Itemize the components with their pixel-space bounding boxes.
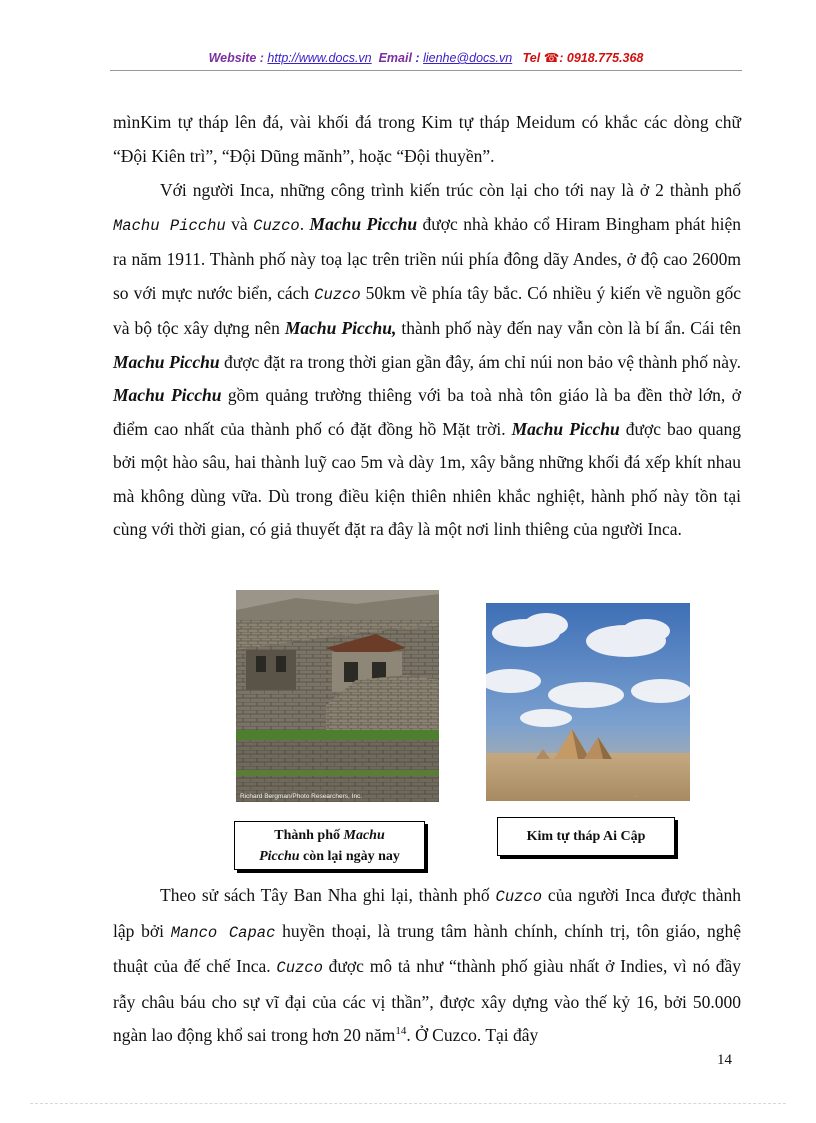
text-run: được mô tả như “thành phố giàu nhất ở Indies, vì nó đầy rẫy châu báu cho sự vĩ đại của các vị thần”, được xây dựng vào thế kỷ 16, bởi 50.000 ngàn lao động khổ sai trong hơn 20 năm <box>113 956 741 1045</box>
phone-label: Tel ☎: 0918.775.368 <box>522 51 644 65</box>
website-label: Website : <box>208 51 268 65</box>
place-name: Cuzco <box>253 216 300 235</box>
page-header <box>110 50 742 65</box>
page-bottom-border <box>30 1103 786 1104</box>
paragraph-2 <box>113 174 741 547</box>
text-run: 50km về phía tây bắc. Có nhiều ý kiến về nguồn gốc và bộ tộc xây dựng nên <box>113 282 741 338</box>
paragraph-1 <box>113 106 741 173</box>
caption-text: Thành phố <box>274 828 344 843</box>
emphasis: Machu Picchu <box>113 351 220 372</box>
emphasis: Machu Picchu <box>309 213 418 234</box>
email-label: Email <box>378 51 412 65</box>
header-divider <box>110 70 742 71</box>
caption-pyramids <box>497 817 675 856</box>
place-name: Machu Picchu <box>113 216 226 235</box>
paragraph-3 <box>113 879 741 1053</box>
page-number: 14 <box>717 1052 732 1068</box>
text-run: gồm quảng trường thiêng với ba toà nhà tôn giáo là ba đền thờ lớn, ở điểm cao nhất của thành phố có đặt đồng hồ Mặt trời. <box>113 385 741 439</box>
person-name: Manco Capac <box>170 923 276 942</box>
caption-place: Machu <box>343 828 385 843</box>
svg-text:.: . <box>636 793 638 799</box>
machu-picchu-photo <box>236 590 439 802</box>
emphasis: Machu Picchu <box>511 418 620 439</box>
place-name: Cuzco <box>276 959 323 977</box>
email-link[interactable]: lienhe@docs.vn <box>423 51 513 65</box>
text-run: được bao quang bởi một hào sâu, hai thành luỹ cao 5m và dày 1m, xây bằng những khối đá xếp khít nhau mà không dùng vữa. Dù trong điều kiện thiên nhiên khắc nghiệt, hành phố này tồn tại cùng với thời gian, có giả thuyết đặt ra đây là một nơi linh thiêng của người Inca. <box>113 418 741 539</box>
emphasis: Machu Picchu <box>113 385 222 405</box>
text-run: Với người Inca, những công trình kiến trúc còn lại cho tới nay là ở 2 thành phố <box>160 180 741 200</box>
text-run: được đặt ra trong thời gian gần đây, ám chỉ núi non bảo vệ thành phố này. <box>219 351 741 372</box>
website-link[interactable]: http://www.docs.vn <box>267 51 372 65</box>
text-run: Theo sử sách Tây Ban Nha ghi lại, thành phố <box>160 885 496 905</box>
text-run: . Ở Cuzco. Tại đây <box>406 1025 539 1045</box>
caption-text: còn lại ngày nay <box>299 849 400 864</box>
text-run: . <box>299 213 310 234</box>
pyramids-photo <box>486 603 690 801</box>
photo-credit: Richard Bergman/Photo Researchers, Inc. <box>240 793 363 800</box>
text-run: và <box>225 213 254 234</box>
text-run: được nhà khảo cổ Hiram Bingham phát hiện ra năm 1911. Thành phố này toạ lạc trên triền núi phía đông dãy Andes, ở độ cao 2600m so với mực nước biển, cách <box>113 213 741 303</box>
text-run: của người Inca được thành lập bởi <box>113 885 741 941</box>
text-run: huyền thoại, là trung tâm hành chính, chính trị, tôn giáo, nghệ thuật của đế chế Inca. <box>113 920 741 976</box>
email-separator: : <box>411 51 424 65</box>
place-name: Cuzco <box>495 888 543 906</box>
paragraph-1-text: mìnKim tự tháp lên đá, vài khối đá trong Kim tự tháp Meidum có khắc các dòng chữ “Đội Kiên trì”, “Đội Dũng mãnh”, hoặc “Đội thuyền”. <box>113 112 741 166</box>
emphasis: Machu Picchu, <box>284 318 397 338</box>
text-run: thành phố này đến nay vẫn còn là bí ẩn. Cái tên <box>396 318 741 338</box>
caption-place: Picchu <box>259 849 300 864</box>
footnote-ref[interactable]: 14 <box>395 1025 407 1038</box>
place-name: Cuzco <box>314 285 361 304</box>
caption-text: Kim tự tháp Ai Cập <box>526 829 646 844</box>
caption-machu-picchu <box>234 821 425 870</box>
